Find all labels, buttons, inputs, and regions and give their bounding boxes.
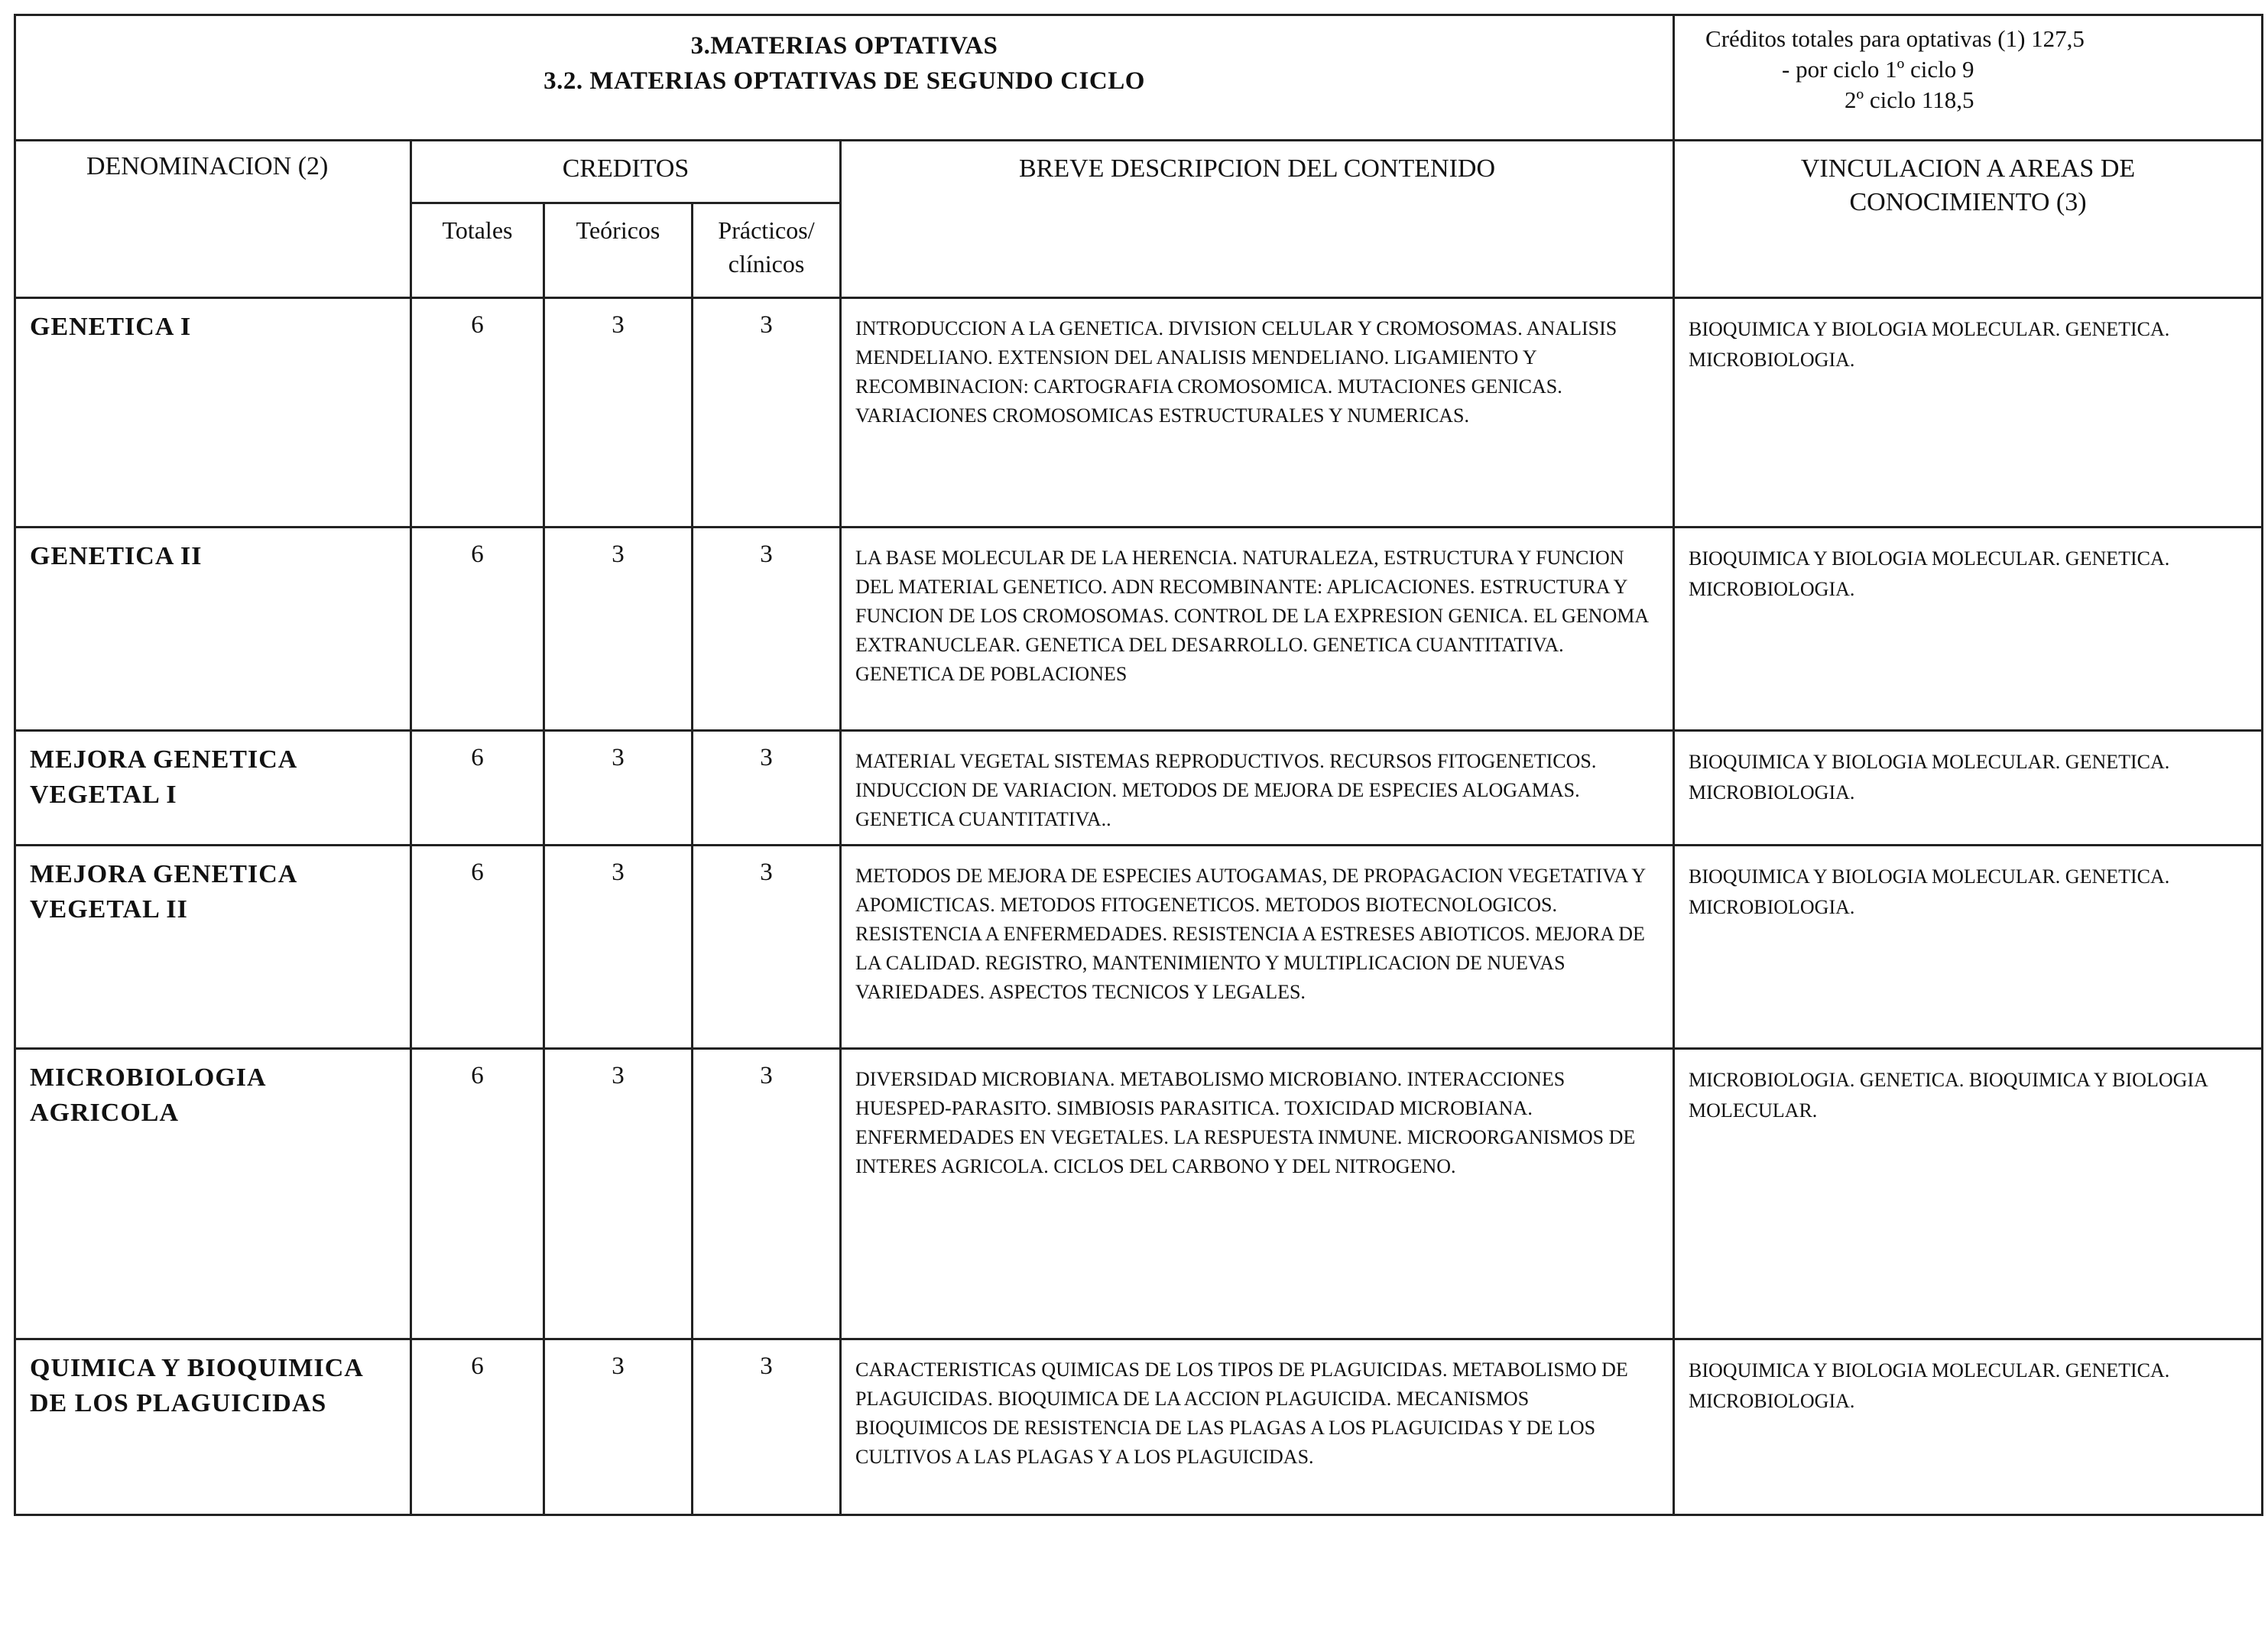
credits-practicos: 3 <box>693 1339 841 1515</box>
section-subtitle: 3.2. MATERIAS OPTATIVAS DE SEGUNDO CICLO <box>543 67 1145 95</box>
table-row <box>15 731 2263 846</box>
credits-totales: 6 <box>411 528 544 731</box>
credits-summary-cell <box>1674 15 2263 141</box>
credits-teoricos: 3 <box>544 846 693 1049</box>
col-practicos <box>693 203 841 298</box>
subject-areas: MICROBIOLOGIA. GENETICA. BIOQUIMICA Y BIOLOGIA MOLECULAR. <box>1674 1049 2263 1339</box>
credits-totales: 6 <box>411 1339 544 1515</box>
subject-name-line1: GENETICA I <box>30 313 192 341</box>
subject-name-line1: MICROBIOLOGIA <box>30 1063 267 1092</box>
credits-totales: 6 <box>411 1049 544 1339</box>
subject-description: INTRODUCCION A LA GENETICA. DIVISION CELULAR Y CROMOSOMAS. ANALISIS MENDELIANO. EXTENSION DEL ANALISIS MENDELIANO. LIGAMIENTO Y RECOMBINACION: CARTOGRAFIA CROMOSOMICA. MUTACIONES GENICAS. VARIACIONES CROMOSOMICAS ESTRUCTURALES Y NUMERICAS. <box>841 298 1674 528</box>
header-title-cell <box>15 15 1674 141</box>
subject-name-line2: VEGETAL II <box>30 895 188 924</box>
credits-totales: 6 <box>411 298 544 528</box>
col-vinculacion-line2: CONOCIMIENTO (3) <box>1849 188 2087 216</box>
table-row <box>15 528 2263 731</box>
subject-name <box>15 846 411 1049</box>
subject-areas: BIOQUIMICA Y BIOLOGIA MOLECULAR. GENETICA. MICROBIOLOGIA. <box>1674 731 2263 846</box>
subject-name-line1: QUIMICA Y BIOQUIMICA <box>30 1354 364 1382</box>
subject-name-line2: AGRICOLA <box>30 1099 180 1127</box>
credits-practicos: 3 <box>693 298 841 528</box>
table-row <box>15 846 2263 1049</box>
credits-practicos: 3 <box>693 731 841 846</box>
credits-practicos: 3 <box>693 1049 841 1339</box>
table-row <box>15 1339 2263 1515</box>
section-title: 3.MATERIAS OPTATIVAS <box>690 32 998 60</box>
col-descripcion: BREVE DESCRIPCION DEL CONTENIDO <box>841 141 1674 298</box>
col-practicos-line2: clínicos <box>728 250 805 278</box>
credits-teoricos: 3 <box>544 1339 693 1515</box>
credits-teoricos: 3 <box>544 1049 693 1339</box>
subject-name-line2: DE LOS PLAGUICIDAS <box>30 1389 327 1417</box>
col-teoricos: Teóricos <box>544 203 693 298</box>
subject-description: METODOS DE MEJORA DE ESPECIES AUTOGAMAS, DE PROPAGACION VEGETATIVA Y APOMICTICAS. METODOS FITOGENETICOS. METODOS BIOTECNOLOGICOS. RESISTENCIA A ENFERMEDADES. RESISTENCIA A ESTRESES ABIOTICOS. MEJORA DE LA CALIDAD. REGISTRO, MANTENIMIENTO Y MULTIPLICACION DE NUEVAS VARIEDADES. ASPECTOS TECNICOS Y LEGALES. <box>841 846 1674 1049</box>
col-vinculacion <box>1674 141 2263 298</box>
credits-teoricos: 3 <box>544 298 693 528</box>
subject-areas: BIOQUIMICA Y BIOLOGIA MOLECULAR. GENETICA. MICROBIOLOGIA. <box>1674 846 2263 1049</box>
subject-name <box>15 731 411 846</box>
col-practicos-line1: Prácticos/ <box>718 216 815 244</box>
subject-name <box>15 1339 411 1515</box>
credits-teoricos: 3 <box>544 528 693 731</box>
credits-teoricos: 3 <box>544 731 693 846</box>
credits-cycle-1: - por ciclo 1º ciclo 9 <box>1782 56 1974 83</box>
col-denominacion: DENOMINACION (2) <box>15 141 411 298</box>
credits-totales: 6 <box>411 846 544 1049</box>
subject-areas: BIOQUIMICA Y BIOLOGIA MOLECULAR. GENETICA. MICROBIOLOGIA. <box>1674 528 2263 731</box>
subject-description: DIVERSIDAD MICROBIANA. METABOLISMO MICROBIANO. INTERACCIONES HUESPED-PARASITO. SIMBIOSIS PARASITICA. TOXICIDAD MICROBIANA. ENFERMEDADES EN VEGETALES. LA RESPUESTA INMUNE. MICROORGANISMOS DE INTERES AGRICOLA. CICLOS DEL CARBONO Y DEL NITROGENO. <box>841 1049 1674 1339</box>
subject-name <box>15 1049 411 1339</box>
header-row <box>15 15 2263 141</box>
credits-totales: 6 <box>411 731 544 846</box>
subject-description: LA BASE MOLECULAR DE LA HERENCIA. NATURALEZA, ESTRUCTURA Y FUNCION DEL MATERIAL GENETICO. ADN RECOMBINANTE: APLICACIONES. ESTRUCTURA Y FUNCION DE LOS CROMOSOMAS. CONTROL DE LA EXPRESION GENICA. EL GENOMA EXTRANUCLEAR. GENETICA DEL DESARROLLO. GENETICA CUANTITATIVA. GENETICA DE POBLACIONES <box>841 528 1674 731</box>
col-creditos: CREDITOS <box>411 141 841 203</box>
subject-name <box>15 298 411 528</box>
subject-name <box>15 528 411 731</box>
subject-name-line1: GENETICA II <box>30 542 203 570</box>
column-header-row <box>15 141 2263 203</box>
col-vinculacion-line1: VINCULACION A AREAS DE <box>1800 154 2136 183</box>
credits-practicos: 3 <box>693 846 841 1049</box>
subject-areas: BIOQUIMICA Y BIOLOGIA MOLECULAR. GENETICA. MICROBIOLOGIA. <box>1674 1339 2263 1515</box>
document-page <box>14 14 2261 1516</box>
subject-name-line2: VEGETAL I <box>30 781 177 809</box>
credits-cycle-2: 2º ciclo 118,5 <box>1845 86 1974 113</box>
col-totales: Totales <box>411 203 544 298</box>
subject-name-line1: MEJORA GENETICA <box>30 745 298 774</box>
subject-description: MATERIAL VEGETAL SISTEMAS REPRODUCTIVOS. RECURSOS FITOGENETICOS. INDUCCION DE VARIACION. METODOS DE MEJORA DE ESPECIES ALOGAMAS. GENETICA CUANTITATIVA.. <box>841 731 1674 846</box>
subject-areas: BIOQUIMICA Y BIOLOGIA MOLECULAR. GENETICA. MICROBIOLOGIA. <box>1674 298 2263 528</box>
credits-practicos: 3 <box>693 528 841 731</box>
table-row <box>15 1049 2263 1339</box>
optativas-table <box>14 14 2263 1516</box>
subject-name-line1: MEJORA GENETICA <box>30 860 298 888</box>
table-row <box>15 298 2263 528</box>
subject-description: CARACTERISTICAS QUIMICAS DE LOS TIPOS DE PLAGUICIDAS. METABOLISMO DE PLAGUICIDAS. BIOQUIMICA DE LA ACCION PLAGUICIDA. MECANISMOS BIOQUIMICOS DE RESISTENCIA DE LAS PLAGAS A LOS PLAGUICIDAS Y DE LOS CULTIVOS A LAS PLAGAS Y A LOS PLAGUICIDAS. <box>841 1339 1674 1515</box>
credits-total: Créditos totales para optativas (1) 127,5 <box>1705 25 2085 52</box>
